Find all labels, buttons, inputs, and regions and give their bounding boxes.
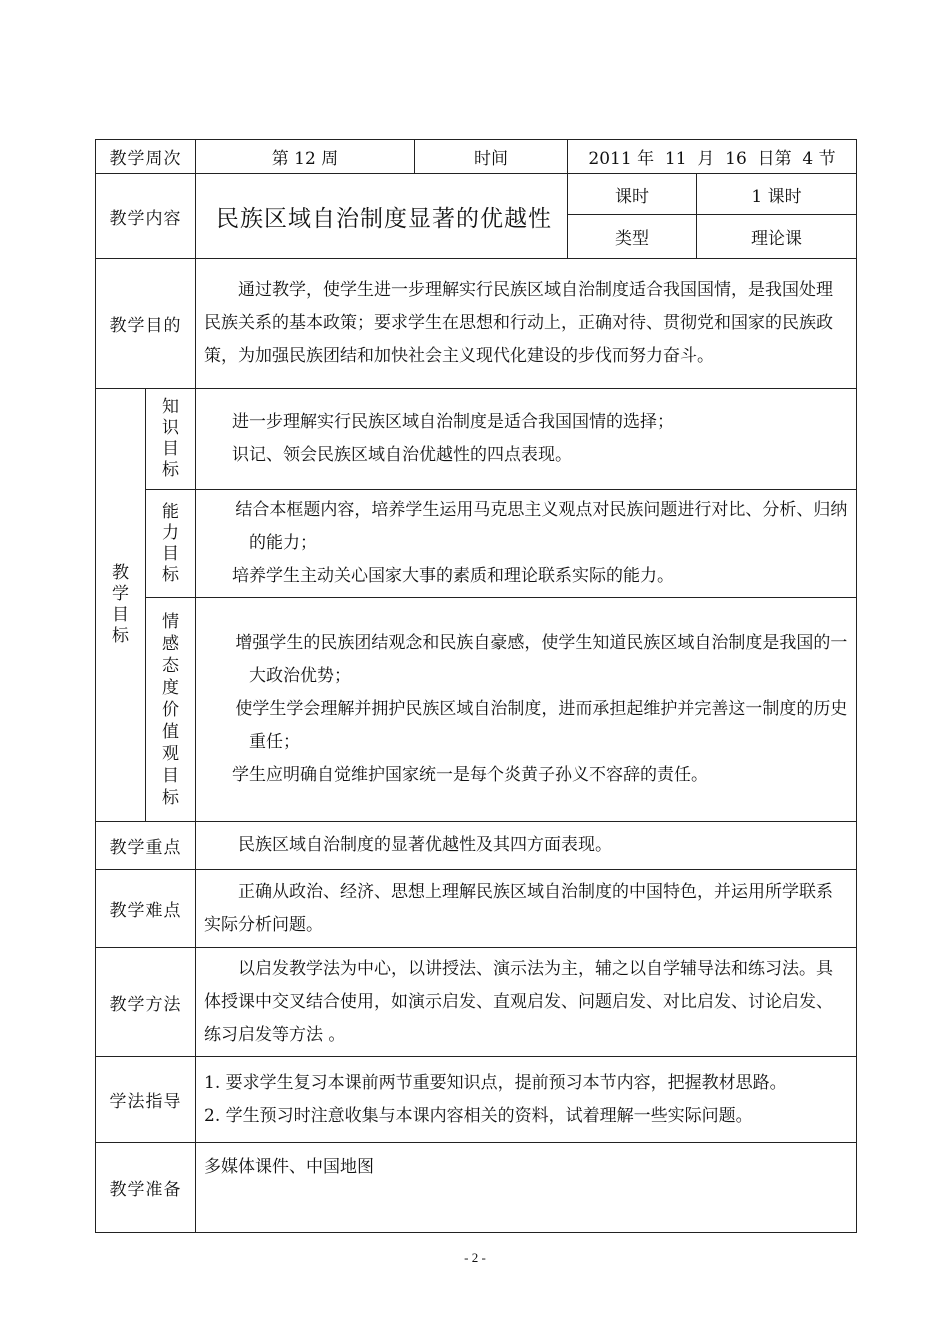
label-char: 值 xyxy=(162,721,179,742)
label-char: 价 xyxy=(162,699,179,720)
content-label: 教学内容 xyxy=(96,174,196,259)
goal-item: 学生应明确自觉维护国家统一是每个炎黄子孙义不容辞的责任。 xyxy=(232,765,708,785)
goals-label-char: 标 xyxy=(112,626,129,646)
label-char: 知 xyxy=(162,397,179,417)
ability-goal-label xyxy=(146,490,196,598)
week-value: 第 12 周 xyxy=(196,140,415,174)
goals-label-char: 学 xyxy=(112,584,129,604)
guidance-item: 2. 学生预习时注意收集与本课内容相关的资料，试着理解一些实际问题。 xyxy=(204,1105,753,1126)
method-label: 教学方法 xyxy=(96,948,196,1057)
week-label: 教学周次 xyxy=(96,140,196,174)
label-char: 力 xyxy=(162,522,179,543)
label-char: 态 xyxy=(162,655,179,676)
ability-goal-text xyxy=(196,490,857,598)
emotion-goal-row xyxy=(96,598,857,822)
guidance-item: 1. 要求学生复习本课前两节重要知识点，提前预习本节内容，把握教材思路。 xyxy=(204,1072,787,1093)
date-value: 2011 年 11 月 16 日第 4 节 xyxy=(568,140,857,174)
goal-item: 增强学生的民族团结观念和民族自豪感，使学生知道民族区域自治制度是我国的一大政治优势； xyxy=(235,633,848,686)
keypoint-text: 民族区域自治制度的显著优越性及其四方面表现。 xyxy=(196,822,857,870)
purpose-text: 通过教学，使学生进一步理解实行民族区域自治制度适合我国国情，是我国处理民族关系的基本政策；要求学生在思想和行动上，正确对待、贯彻党和国家的民族政策，为加强民族团结和加快社会主义现代化建设的步伐而努力奋斗。 xyxy=(196,259,857,389)
label-char: 标 xyxy=(162,787,179,808)
label-char: 感 xyxy=(162,633,179,654)
label-char: 标 xyxy=(162,460,179,480)
page-number: - 2 - xyxy=(464,1250,486,1265)
hours-value: 1 课时 xyxy=(697,174,857,215)
keypoint-row xyxy=(96,822,857,870)
label-char: 能 xyxy=(162,501,179,522)
method-row xyxy=(96,948,857,1057)
goals-label-char: 教 xyxy=(112,563,129,583)
emotion-goal-label xyxy=(146,598,196,822)
purpose-label: 教学目的 xyxy=(96,259,196,389)
label-char: 目 xyxy=(162,543,179,564)
difficulty-text: 正确从政治、经济、思想上理解民族区域自治制度的中国特色，并运用所学联系实际分析问题。 xyxy=(196,870,857,948)
preparation-row xyxy=(96,1143,857,1233)
label-char: 目 xyxy=(162,765,179,786)
goals-label-char: 目 xyxy=(112,605,129,625)
keypoint-label: 教学重点 xyxy=(96,822,196,870)
type-value: 理论课 xyxy=(697,215,857,259)
knowledge-goal-label xyxy=(146,389,196,490)
difficulty-row xyxy=(96,870,857,948)
guidance-text xyxy=(196,1057,857,1143)
hours-label: 课时 xyxy=(568,174,697,215)
label-char: 目 xyxy=(162,439,179,459)
knowledge-goal-row xyxy=(96,389,857,490)
lesson-title: 民族区域自治制度显著的优越性 xyxy=(196,174,568,259)
goal-item: 使学生学会理解并拥护民族区域自治制度，进而承担起维护并完善这一制度的历史重任； xyxy=(235,699,848,752)
label-char: 观 xyxy=(162,743,179,764)
time-label: 时间 xyxy=(415,140,568,174)
emotion-goal-text xyxy=(196,598,857,822)
type-label: 类型 xyxy=(568,215,697,259)
label-char: 标 xyxy=(162,564,179,585)
method-text: 以启发教学法为中心，以讲授法、演示法为主，辅之以自学辅导法和练习法。具体授课中交叉结合使用，如演示启发、直观启发、问题启发、对比启发、讨论启发、练习启发等方法 。 xyxy=(196,948,857,1057)
goal-item: 进一步理解实行民族区域自治制度是适合我国国情的选择； xyxy=(232,412,674,432)
guidance-label: 学法指导 xyxy=(96,1057,196,1143)
goal-item: 结合本框题内容，培养学生运用马克思主义观点对民族问题进行对比、分析、归纳的能力； xyxy=(235,500,848,553)
knowledge-goal-text xyxy=(196,389,857,490)
goals-label xyxy=(96,389,146,822)
difficulty-label: 教学难点 xyxy=(96,870,196,948)
lesson-plan-table xyxy=(95,139,857,1233)
week-row xyxy=(96,140,857,174)
content-row-1 xyxy=(96,174,857,215)
preparation-text: 多媒体课件、中国地图 xyxy=(196,1143,857,1233)
goal-item: 培养学生主动关心国家大事的素质和理论联系实际的能力。 xyxy=(232,566,674,586)
label-char: 识 xyxy=(162,418,179,438)
label-char: 度 xyxy=(162,677,179,698)
goal-item: 识记、领会民族区域自治优越性的四点表现。 xyxy=(232,445,572,465)
purpose-row xyxy=(96,259,857,389)
guidance-row xyxy=(96,1057,857,1143)
label-char: 情 xyxy=(162,611,179,632)
preparation-label: 教学准备 xyxy=(96,1143,196,1233)
ability-goal-row xyxy=(96,490,857,598)
